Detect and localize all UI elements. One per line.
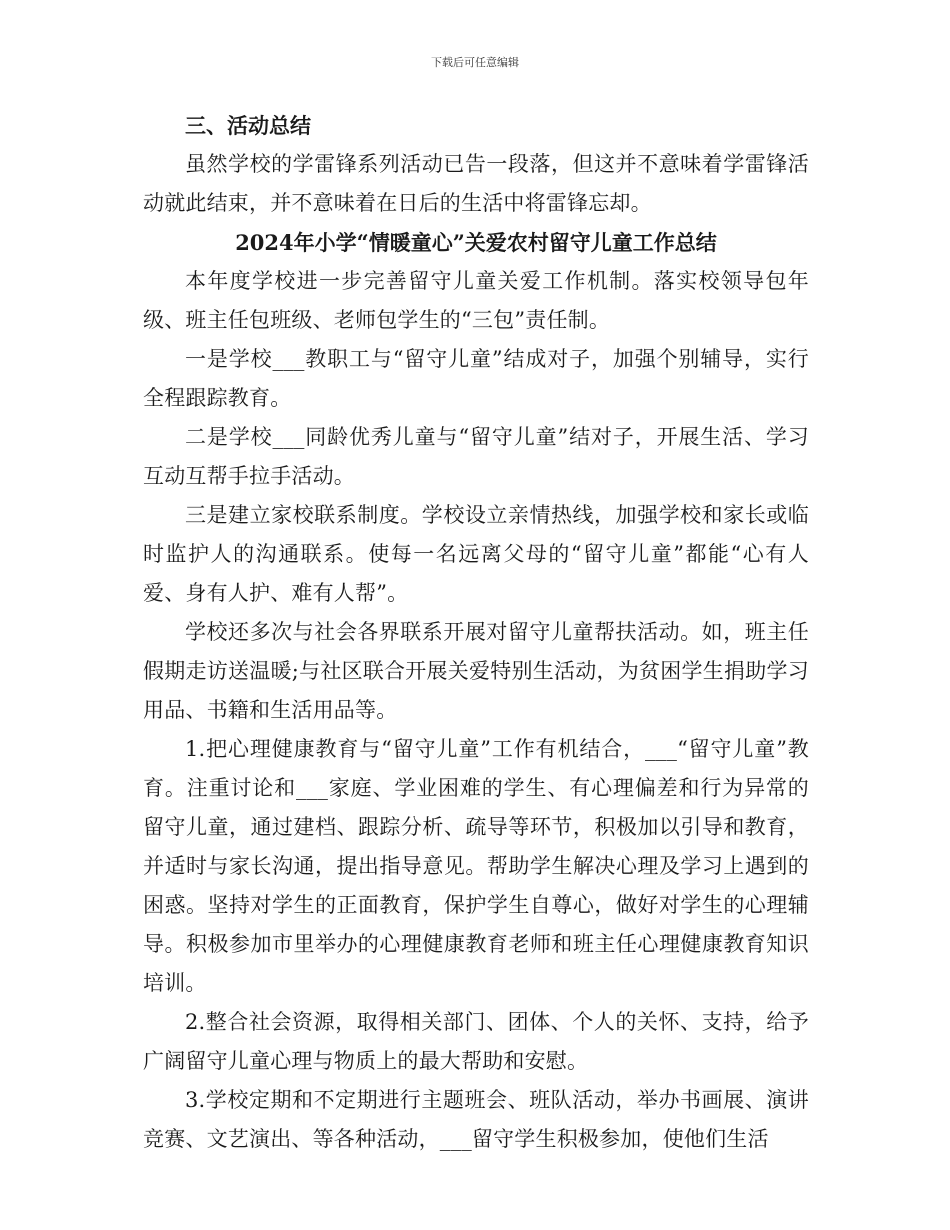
paragraph-2: 一是学校___教职工与“留守儿童”结成对子，加强个别辅导，实行全程跟踪教育。 xyxy=(143,347,809,410)
paragraph-4: 三是建立家校联系制度。学校设立亲情热线，加强学校和家长或临时监护人的沟通联系。使每一名远离父母的“留守儿童”都能“心有人爱、身有人护、难有人帮”。 xyxy=(143,503,809,605)
paragraph-8: 3.学校定期和不定期进行主题班会、班队活动，举办书画展、演讲竞赛、文艺演出、等各种活动，___留守学生积极参加，使他们生活 xyxy=(143,1088,809,1151)
paragraph-6: 1.把心理健康教育与“留守儿童”工作有机结合，___“留守儿童”教育。注重讨论和___家庭、学业困难的学生、有心理偏差和行为异常的留守儿童，通过建档、跟踪分析、疏导等环节，积极加以引导和教育，并适时与家长沟通，提出指导意见。帮助学生解决心理及学习上遇到的困惑。坚持对学生的正面教育，保护学生自尊心，做好对学生的心理辅导。积极参加市里举办的心理健康教育老师和班主任心理健康教育知识培训。 xyxy=(143,737,809,995)
paragraph-5: 学校还多次与社会各界联系开展对留守儿童帮扶活动。如，班主任假期走访送温暖;与社区联合开展关爱特别生活动，为贫困学生捐助学习用品、书籍和生活用品等。 xyxy=(143,620,809,722)
page-header-note: 下载后可任意编辑 xyxy=(431,56,519,69)
paragraph-3: 二是学校___同龄优秀儿童与“留守儿童”结对子，开展生活、学习互动互帮手拉手活动。 xyxy=(143,425,809,488)
section-heading: 三、活动总结 xyxy=(185,113,311,138)
paragraph-1: 本年度学校进一步完善留守儿童关爱工作机制。落实校领导包年级、班主任包班级、老师包学生的“三包”责任制。 xyxy=(143,269,809,332)
document-title: 2024年小学“情暖童心”关爱农村留守儿童工作总结 xyxy=(235,230,717,255)
section-paragraph: 虽然学校的学雷锋系列活动已告一段落，但这并不意味着学雷锋活动就此结束，并不意味着在日后的生活中将雷锋忘却。 xyxy=(143,152,809,215)
paragraph-7: 2.整合社会资源，取得相关部门、团体、个人的关怀、支持，给予广阔留守儿童心理与物质上的最大帮助和安慰。 xyxy=(143,1010,809,1073)
document-body xyxy=(143,106,809,1159)
